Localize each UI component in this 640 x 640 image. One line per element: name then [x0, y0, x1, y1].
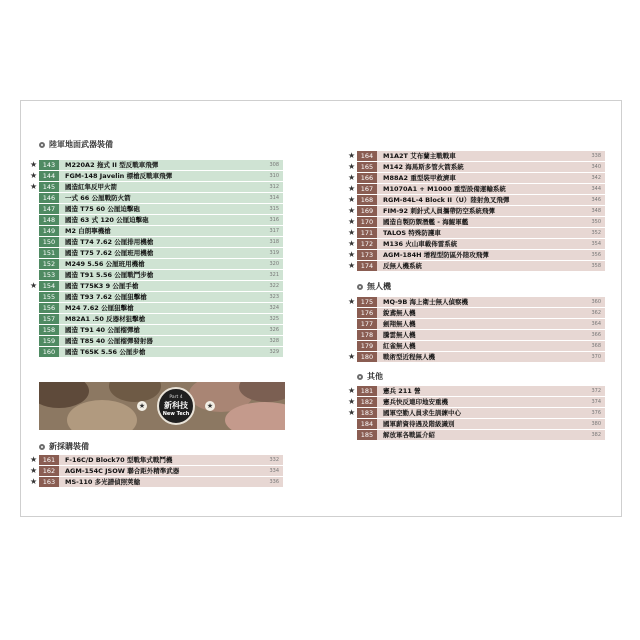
entry-title: M82A1 .50 反器材狙擊槍: [59, 314, 253, 324]
part-badge: [157, 387, 195, 425]
toc-entry[interactable]: [39, 204, 283, 214]
entry-page: 368: [575, 341, 605, 351]
star-icon: ★: [30, 455, 38, 464]
entry-title: FGM-148 Javelin 標槍反戰車飛彈: [59, 171, 253, 181]
star-icon: ★: [30, 160, 38, 169]
entry-number: 158: [39, 325, 59, 335]
entry-title: 國造 63 式 120 公厘迫擊砲: [59, 215, 253, 225]
entry-number: 155: [39, 292, 59, 302]
entry-page: 320: [253, 259, 283, 269]
entry-number: 160: [39, 347, 59, 357]
toc-entry[interactable]: [348, 408, 605, 418]
entry-number: 173: [357, 250, 377, 260]
entry-page: 348: [575, 206, 605, 216]
entry-title: MQ-9B 海上衛士無人偵察機: [377, 297, 575, 307]
entry-page: 324: [253, 303, 283, 313]
entry-number: 154: [39, 281, 59, 291]
entry-title: 國造 T75K3 9 公厘手槍: [59, 281, 253, 291]
star-icon: ★: [348, 206, 356, 215]
entry-page: 354: [575, 239, 605, 249]
toc-entry[interactable]: [357, 430, 605, 440]
entry-page: 310: [253, 171, 283, 181]
entry-page: 334: [253, 466, 283, 476]
entry-number: 159: [39, 336, 59, 346]
star-icon: ★: [206, 402, 214, 410]
bullet-ring-icon: [39, 142, 45, 148]
part-title-zh: 新科技: [164, 401, 188, 410]
camo-blob: [109, 382, 161, 402]
entry-number: 146: [39, 193, 59, 203]
entry-page: 362: [575, 308, 605, 318]
star-icon: ★: [348, 297, 356, 306]
toc-entry[interactable]: [30, 281, 283, 291]
toc-entry[interactable]: [30, 182, 283, 192]
entry-page: 372: [575, 386, 605, 396]
entry-number: 151: [39, 248, 59, 258]
entry-page: 322: [253, 281, 283, 291]
entry-number: 178: [357, 330, 377, 340]
toc-entry[interactable]: [357, 330, 605, 340]
entry-number: 164: [357, 151, 377, 161]
part-number: Part 4: [169, 395, 183, 400]
entry-title: 國軍空勤人員求生訓練中心: [377, 408, 575, 418]
entry-title: 國造 T65K 5.56 公厘步槍: [59, 347, 253, 357]
entry-title: AGM-184H 增程型防區外陸攻飛彈: [377, 250, 575, 260]
star-icon: ★: [348, 151, 356, 160]
entry-title: 紅雀無人機: [377, 341, 575, 351]
toc-entry[interactable]: [30, 466, 283, 476]
entry-title: M136 火山車載佈雷系統: [377, 239, 575, 249]
star-icon: ★: [348, 184, 356, 193]
entry-number: 162: [39, 466, 59, 476]
star-icon: ★: [30, 182, 38, 191]
entry-number: 156: [39, 303, 59, 313]
entry-title: 國造 T75 7.62 公厘班用機槍: [59, 248, 253, 258]
entry-page: 319: [253, 248, 283, 258]
toc-entry[interactable]: [39, 237, 283, 247]
entry-page: 364: [575, 319, 605, 329]
entry-page: 317: [253, 226, 283, 236]
toc-entry[interactable]: [39, 292, 283, 302]
entry-page: 314: [253, 193, 283, 203]
entry-title: 國造 T91 5.56 公厘戰鬥步槍: [59, 270, 253, 280]
toc-list-ground: [30, 160, 283, 358]
toc-entry[interactable]: [348, 228, 605, 238]
entry-page: 325: [253, 314, 283, 324]
entry-number: 179: [357, 341, 377, 351]
section-title: 陸軍地面武器裝備: [49, 140, 113, 149]
entry-title: 解放軍各戰區介紹: [377, 430, 575, 440]
section-title: 無人機: [367, 282, 391, 291]
entry-page: 380: [575, 419, 605, 429]
star-icon: ★: [348, 250, 356, 259]
entry-number: 169: [357, 206, 377, 216]
entry-number: 165: [357, 162, 377, 172]
toc-list-other: [348, 386, 605, 441]
toc-entry[interactable]: [357, 308, 605, 318]
entry-title: FIM-92 刺針式人員攜帶防空系統飛彈: [377, 206, 575, 216]
entry-number: 175: [357, 297, 377, 307]
entry-title: 國造紅隼反甲火箭: [59, 182, 253, 192]
star-icon: ★: [348, 408, 356, 417]
entry-number: 170: [357, 217, 377, 227]
toc-entry[interactable]: [348, 195, 605, 205]
star-icon: ★: [30, 171, 38, 180]
entry-page: 315: [253, 204, 283, 214]
entry-title: M220A2 拖式 II 型反戰車飛彈: [59, 160, 253, 170]
entry-number: 143: [39, 160, 59, 170]
toc-entry[interactable]: [348, 217, 605, 227]
entry-title: M24 7.62 公厘狙擊槍: [59, 303, 253, 313]
toc-entry[interactable]: [348, 386, 605, 396]
star-icon: ★: [348, 195, 356, 204]
toc-entry[interactable]: [348, 184, 605, 194]
section-header-other: [357, 371, 383, 382]
entry-title: 國造 T75 60 公厘迫擊砲: [59, 204, 253, 214]
entry-title: M142 海馬斯多管火箭系統: [377, 162, 575, 172]
bullet-ring-icon: [39, 444, 45, 450]
entry-title: M249 5.56 公厘班用機槍: [59, 259, 253, 269]
star-icon: ★: [348, 239, 356, 248]
entry-title: M88A2 重型裝甲救濟車: [377, 173, 575, 183]
section-header-uav: [357, 281, 391, 292]
entry-title: 憲兵 211 營: [377, 386, 575, 396]
entry-title: 國造 T93 7.62 公厘狙擊槍: [59, 292, 253, 302]
entry-number: 174: [357, 261, 377, 271]
entry-number: 182: [357, 397, 377, 407]
entry-number: 148: [39, 215, 59, 225]
section-header-ground: [39, 139, 113, 150]
entry-number: 161: [39, 455, 59, 465]
star-icon: ★: [30, 466, 38, 475]
entry-page: 328: [253, 336, 283, 346]
entry-title: 騰雲無人機: [377, 330, 575, 340]
entry-page: 316: [253, 215, 283, 225]
entry-title: 國軍薪資待遇及階級識別: [377, 419, 575, 429]
toc-entry[interactable]: [348, 162, 605, 172]
toc-list-uav: [348, 297, 605, 363]
entry-number: 144: [39, 171, 59, 181]
toc-entry[interactable]: [348, 173, 605, 183]
entry-title: 國造 T91 40 公厘榴彈槍: [59, 325, 253, 335]
entry-page: 312: [253, 182, 283, 192]
entry-number: 172: [357, 239, 377, 249]
entry-number: 149: [39, 226, 59, 236]
entry-title: 銳鳶無人機: [377, 308, 575, 318]
toc-entry[interactable]: [39, 193, 283, 203]
entry-title: MS-110 多光譜偵照莢艙: [59, 477, 253, 487]
star-icon: ★: [348, 162, 356, 171]
entry-title: M1070A1 + M1000 重型設備運輸系統: [377, 184, 575, 194]
toc-entry[interactable]: [30, 477, 283, 487]
toc-entry[interactable]: [39, 314, 283, 324]
toc-entry[interactable]: [357, 319, 605, 329]
toc-entry[interactable]: [39, 259, 283, 269]
toc-entry[interactable]: [39, 226, 283, 236]
toc-entry[interactable]: [357, 419, 605, 429]
entry-page: 376: [575, 408, 605, 418]
entry-page: 329: [253, 347, 283, 357]
bullet-ring-icon: [357, 374, 363, 380]
entry-page: 323: [253, 292, 283, 302]
entry-number: 167: [357, 184, 377, 194]
toc-entry[interactable]: [348, 352, 605, 362]
entry-page: 366: [575, 330, 605, 340]
entry-title: 劍翔無人機: [377, 319, 575, 329]
entry-page: 358: [575, 261, 605, 271]
entry-page: 308: [253, 160, 283, 170]
section-title: 新採購裝備: [49, 442, 89, 451]
star-icon: ★: [348, 261, 356, 270]
entry-title: F-16C/D Block70 型戰隼式戰鬥機: [59, 455, 253, 465]
entry-page: 374: [575, 397, 605, 407]
entry-title: 一式 66 公厘戰防火箭: [59, 193, 253, 203]
entry-number: 185: [357, 430, 377, 440]
entry-page: 342: [575, 173, 605, 183]
entry-number: 171: [357, 228, 377, 238]
toc-entry[interactable]: [348, 250, 605, 260]
entry-number: 147: [39, 204, 59, 214]
toc-list-procurement-cont: [348, 151, 605, 272]
toc-entry[interactable]: [348, 206, 605, 216]
entry-number: 153: [39, 270, 59, 280]
toc-entry[interactable]: [39, 347, 283, 357]
star-icon: ★: [348, 173, 356, 182]
entry-title: 國造自製防禦潛艦 - 海鯤軍艦: [377, 217, 575, 227]
entry-title: 戰術型近程無人機: [377, 352, 575, 362]
toc-entry[interactable]: [30, 455, 283, 465]
entry-number: 150: [39, 237, 59, 247]
entry-number: 163: [39, 477, 59, 487]
star-icon: ★: [348, 217, 356, 226]
toc-entry[interactable]: [348, 297, 605, 307]
entry-page: 370: [575, 352, 605, 362]
bullet-ring-icon: [357, 284, 363, 290]
star-icon: ★: [138, 402, 146, 410]
toc-entry[interactable]: [348, 397, 605, 407]
entry-page: 321: [253, 270, 283, 280]
toc-entry[interactable]: [39, 248, 283, 258]
toc-entry[interactable]: [39, 270, 283, 280]
toc-list-procurement: [30, 455, 283, 488]
entry-number: 184: [357, 419, 377, 429]
entry-page: 382: [575, 430, 605, 440]
entry-title: RGM-84L-4 Block II（U）陸射魚叉飛彈: [377, 195, 575, 205]
entry-number: 176: [357, 308, 377, 318]
star-icon: ★: [30, 281, 38, 290]
toc-entry[interactable]: [30, 171, 283, 181]
entry-page: 356: [575, 250, 605, 260]
star-icon: ★: [30, 477, 38, 486]
toc-entry[interactable]: [348, 239, 605, 249]
entry-number: 181: [357, 386, 377, 396]
entry-number: 183: [357, 408, 377, 418]
toc-entry[interactable]: [39, 303, 283, 313]
entry-number: 152: [39, 259, 59, 269]
toc-entry[interactable]: [357, 341, 605, 351]
entry-page: 336: [253, 477, 283, 487]
star-icon: ★: [348, 228, 356, 237]
entry-title: 反無人機系統: [377, 261, 575, 271]
entry-page: 352: [575, 228, 605, 238]
toc-entry[interactable]: [348, 261, 605, 271]
entry-number: 180: [357, 352, 377, 362]
camo-blob: [67, 400, 137, 430]
entry-page: 318: [253, 237, 283, 247]
star-icon: ★: [348, 397, 356, 406]
star-icon: ★: [348, 386, 356, 395]
entry-number: 145: [39, 182, 59, 192]
toc-entry[interactable]: [39, 336, 283, 346]
toc-entry[interactable]: [348, 151, 605, 161]
entry-number: 177: [357, 319, 377, 329]
entry-number: 168: [357, 195, 377, 205]
star-icon: ★: [348, 352, 356, 361]
entry-title: 憲兵快反連印地安重機: [377, 397, 575, 407]
toc-entry[interactable]: [39, 215, 283, 225]
entry-title: 國造 T85 40 公厘榴彈發射器: [59, 336, 253, 346]
entry-title: 國造 T74 7.62 公厘排用機槍: [59, 237, 253, 247]
entry-number: 157: [39, 314, 59, 324]
entry-title: M1A2T 艾布蘭主戰戰車: [377, 151, 575, 161]
entry-page: 340: [575, 162, 605, 172]
entry-title: AGM-154C JSOW 聯合距外精準武器: [59, 466, 253, 476]
entry-page: 346: [575, 195, 605, 205]
toc-page: [20, 100, 622, 517]
section-header-procurement: [39, 441, 89, 452]
entry-page: 344: [575, 184, 605, 194]
entry-title: M2 白朗寧機槍: [59, 226, 253, 236]
entry-page: 360: [575, 297, 605, 307]
entry-page: 332: [253, 455, 283, 465]
part-banner: [39, 382, 285, 430]
entry-number: 166: [357, 173, 377, 183]
entry-title: TALOS 特殊防護車: [377, 228, 575, 238]
section-title: 其他: [367, 372, 383, 381]
entry-page: 338: [575, 151, 605, 161]
part-title-en: New Tech: [162, 411, 190, 417]
entry-page: 326: [253, 325, 283, 335]
toc-entry[interactable]: [39, 325, 283, 335]
entry-page: 350: [575, 217, 605, 227]
toc-entry[interactable]: [30, 160, 283, 170]
